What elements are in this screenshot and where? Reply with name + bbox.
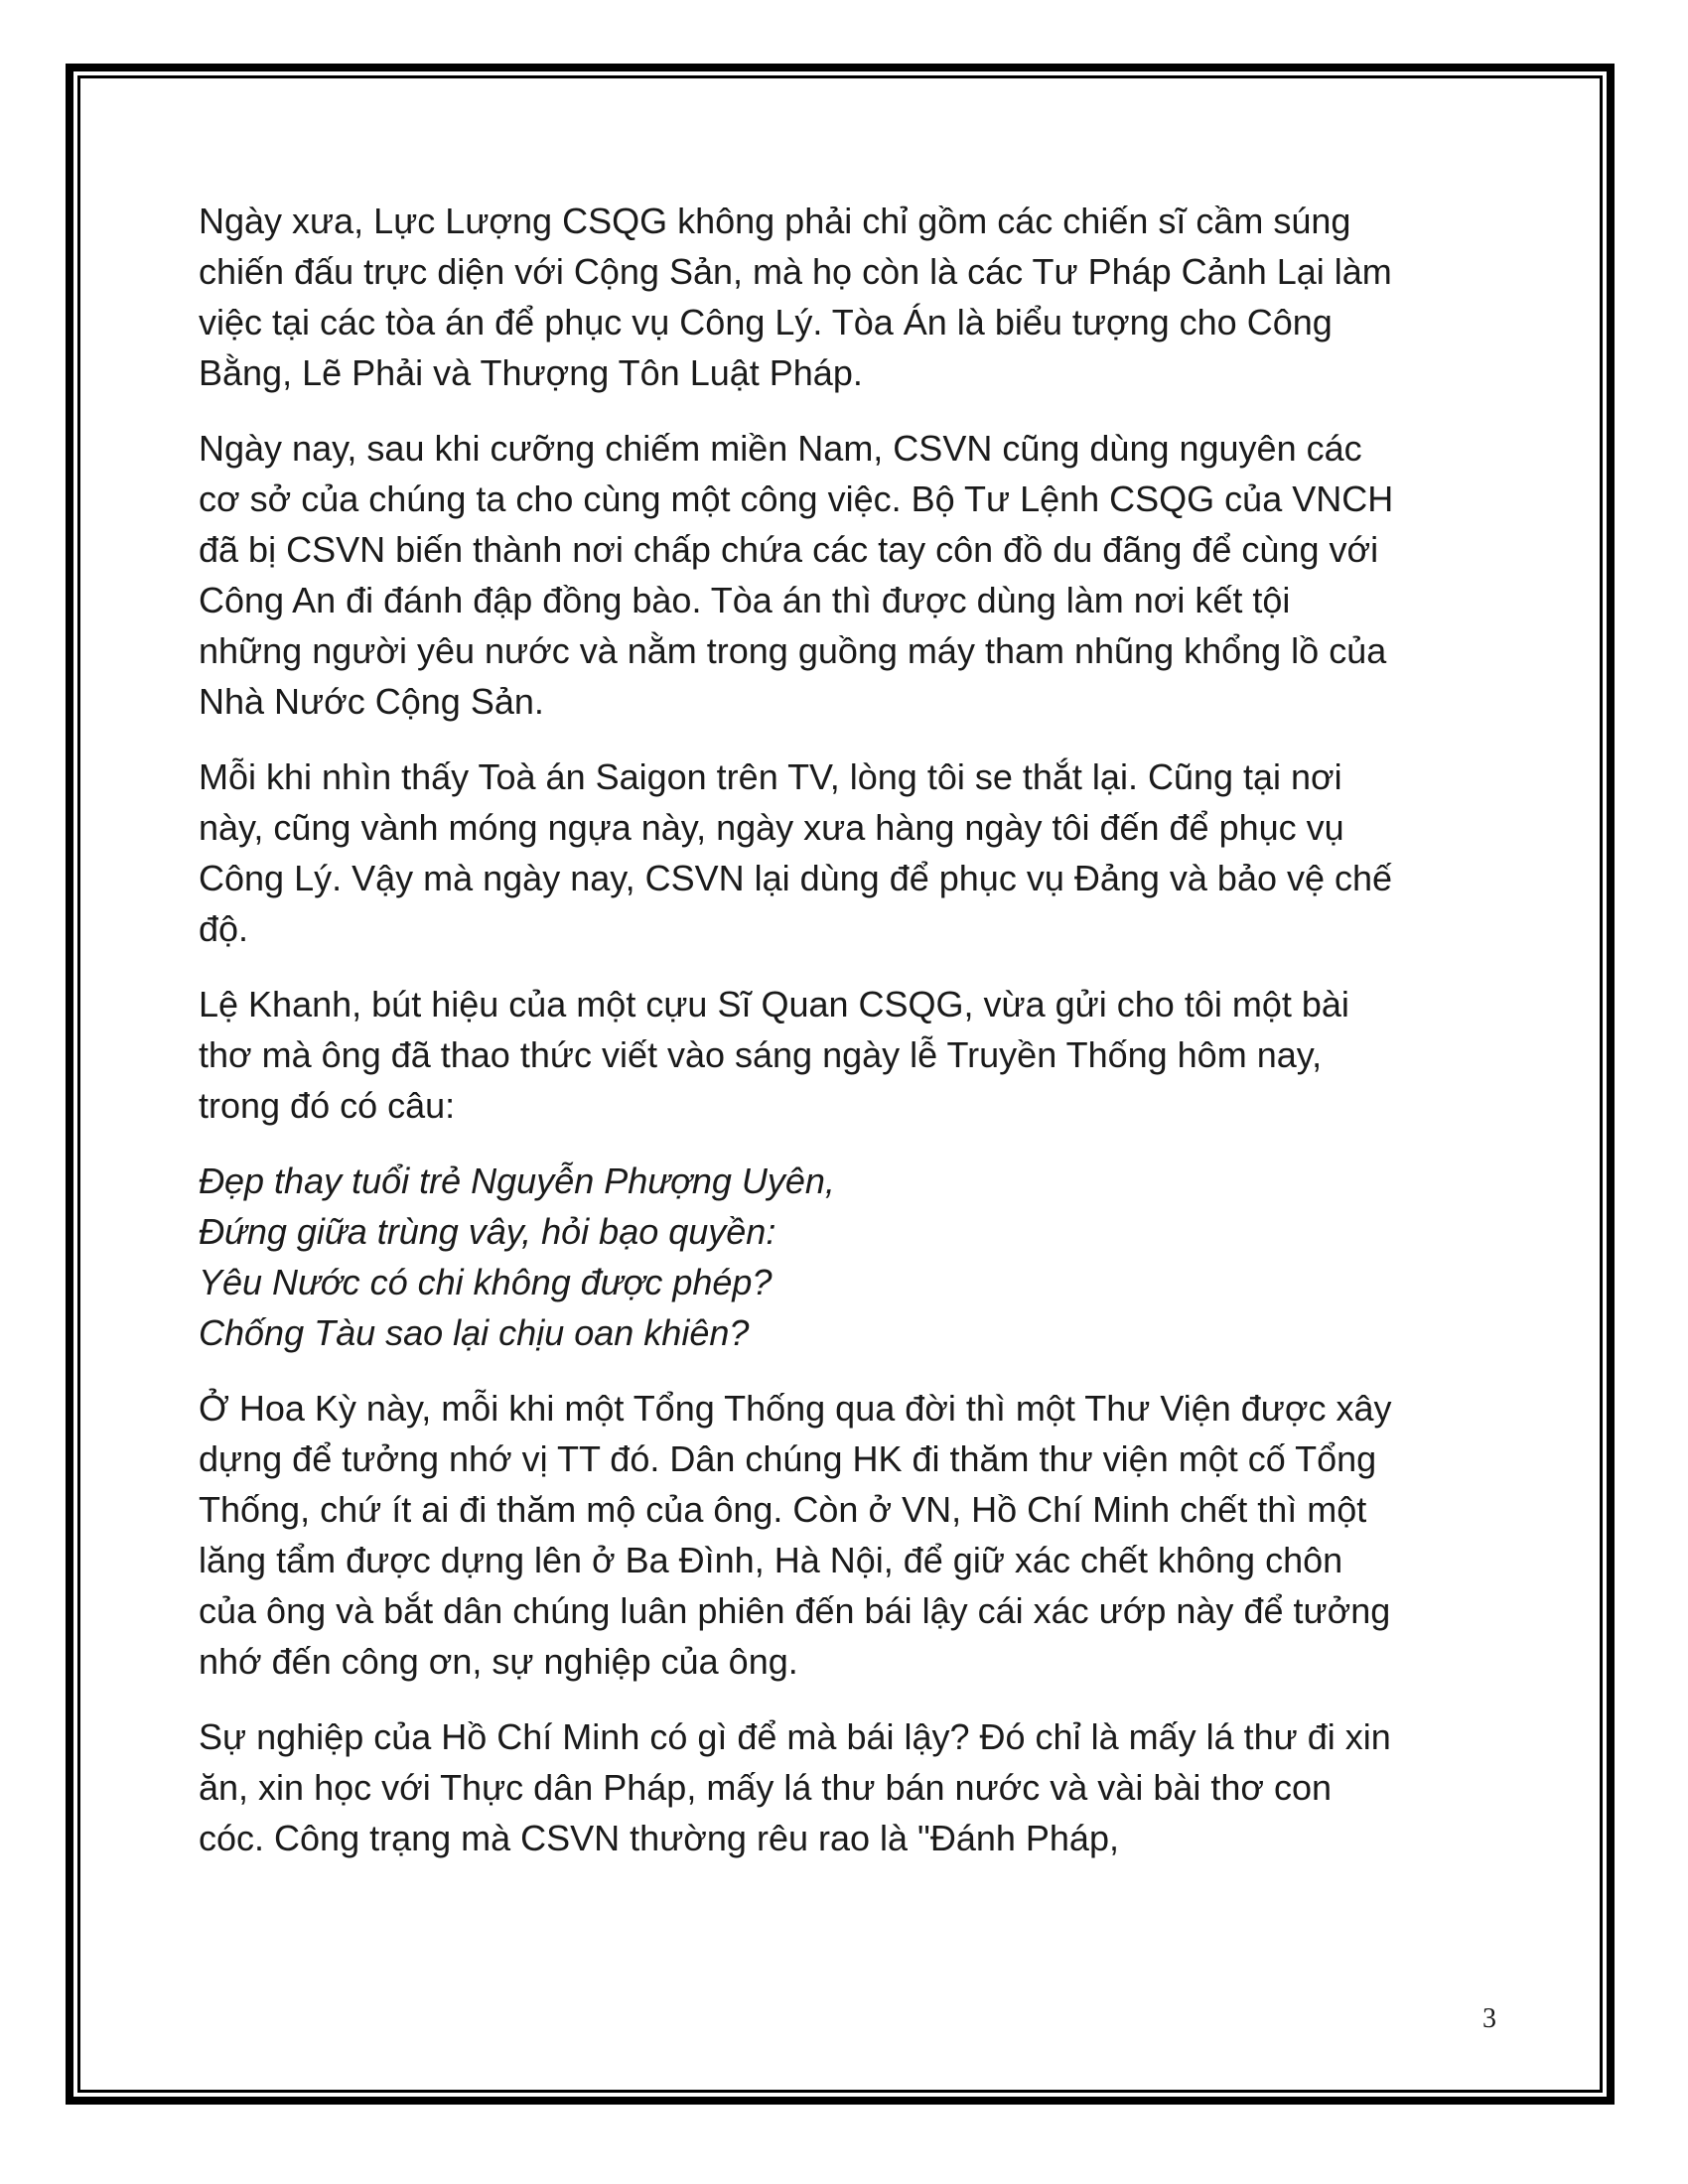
- paragraph: Ở Hoa Kỳ này, mỗi khi một Tổng Thống qua đời thì một Thư Viện được xây dựng để tưởng nhớ vị TT đó. Dân chúng HK đi thăm thư viện một cố Tổng Thống, chứ ít ai đi thăm mộ của ông. Còn ở VN, Hồ Chí Minh chết thì một lăng tẩm được dựng lên ở Ba Đình, Hà Nội, để giữ xác chết không chôn của ông và bắt dân chúng luân phiên đến bái lậy cái xác ướp này để tưởng nhớ đến công ơn, sự nghiệp của ông.: [199, 1388, 1392, 1682]
- page-number: 3: [1482, 2003, 1496, 2034]
- poem-line: Đứng giữa trùng vây, hỏi bạo quyền:: [199, 1211, 776, 1252]
- paragraph: Mỗi khi nhìn thấy Toà án Saigon trên TV, lòng tôi se thắt lại. Cũng tại nơi này, cũng vành móng ngựa này, ngày xưa hàng ngày tôi đến để phục vụ Công Lý. Vậy mà ngày nay, CSVN lại dùng để phục vụ Đảng và bảo vệ chế độ.: [199, 756, 1393, 949]
- paragraph: Ngày xưa, Lực Lượng CSQG không phải chỉ gồm các chiến sĩ cầm súng chiến đấu trực diện với Cộng Sản, mà họ còn là các Tư Pháp Cảnh Lại làm việc tại các tòa án để phục vụ Công Lý. Tòa Án là biểu tượng cho Công Bằng, Lẽ Phải và Thượng Tôn Luật Pháp.: [199, 201, 1392, 393]
- poem-quote: [199, 1156, 1400, 1358]
- poem-line: Yêu Nước có chi không được phép?: [199, 1262, 773, 1302]
- paragraph: Ngày nay, sau khi cưỡng chiếm miền Nam, CSVN cũng dùng nguyên các cơ sở của chúng ta cho cùng một công việc. Bộ Tư Lệnh CSQG của VNCH đã bị CSVN biến thành nơi chấp chứa các tay côn đồ du đãng để cùng với Công An đi đánh đập đồng bào. Tòa án thì được dùng làm nơi kết tội những người yêu nước và nằm trong guồng máy tham nhũng khổng lồ của Nhà Nước Cộng Sản.: [199, 428, 1394, 722]
- paragraph: Lệ Khanh, bút hiệu của một cựu Sĩ Quan CSQG, vừa gửi cho tôi một bài thơ mà ông đã thao thức viết vào sáng ngày lễ Truyền Thống hôm nay, trong đó có câu:: [199, 984, 1349, 1126]
- poem-line: Chống Tàu sao lại chịu oan khiên?: [199, 1312, 750, 1353]
- paragraph: Sự nghiệp của Hồ Chí Minh có gì để mà bái lậy? Đó chỉ là mấy lá thư đi xin ăn, xin học với Thực dân Pháp, mấy lá thư bán nước và vài bài thơ con cóc. Công trạng mà CSVN thường rêu rao là "Đánh Pháp,: [199, 1716, 1391, 1858]
- poem-line: Đẹp thay tuổi trẻ Nguyễn Phượng Uyên,: [199, 1160, 835, 1201]
- page-body: [199, 196, 1400, 1888]
